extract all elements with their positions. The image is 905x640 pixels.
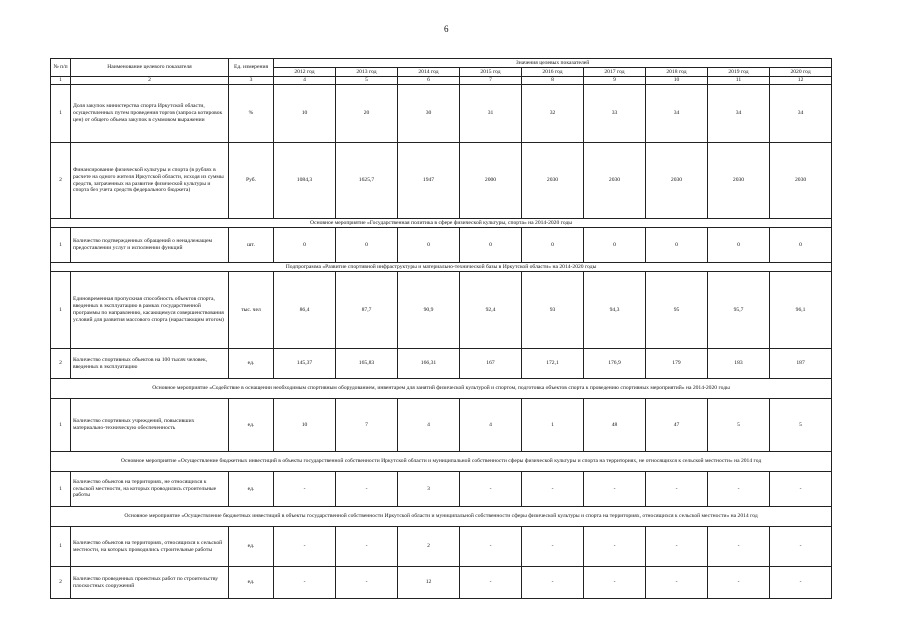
page-number: 6 — [444, 24, 449, 34]
column-number: 9 — [584, 77, 646, 85]
value-cell: 167 — [460, 349, 522, 379]
value-cell: - — [708, 567, 770, 599]
indicator-name: Количество спортивных объектов на 100 тысяч человек, введенных в эксплуатацию — [71, 349, 229, 379]
value-cell: 34 — [708, 85, 770, 143]
unit-cell: ед. — [229, 527, 274, 567]
year-header: 2018 год — [646, 68, 708, 77]
value-cell: 96,1 — [770, 272, 832, 349]
value-cell: - — [522, 472, 584, 507]
value-cell: 1 — [522, 399, 584, 452]
value-cell: 2 — [398, 527, 460, 567]
value-cell: - — [274, 527, 336, 567]
unit-cell: тыс. чел — [229, 272, 274, 349]
value-cell: - — [336, 567, 398, 599]
row-number: 2 — [51, 567, 71, 599]
table-row — [51, 472, 832, 507]
value-cell: 0 — [770, 228, 832, 263]
value-cell: 172,1 — [522, 349, 584, 379]
value-cell: 93 — [522, 272, 584, 349]
unit-cell: ед. — [229, 472, 274, 507]
value-cell: 87,7 — [336, 272, 398, 349]
value-cell: - — [522, 527, 584, 567]
table-row — [51, 143, 832, 219]
section-row — [51, 507, 832, 527]
unit-cell: шт. — [229, 228, 274, 263]
header-unit: Ед. измерения — [229, 59, 274, 77]
value-cell: 0 — [336, 228, 398, 263]
indicator-name: Количество подтвержденных обращений о ненадлежащем предоставлении услуг и исполнении функций — [71, 228, 229, 263]
value-cell: 2030 — [646, 143, 708, 219]
row-number: 1 — [51, 85, 71, 143]
value-cell: - — [584, 567, 646, 599]
value-cell: 1947 — [398, 143, 460, 219]
indicator-name: Количество спортивных учреждений, повысивших материально-техническую обеспеченность — [71, 399, 229, 452]
value-cell: 0 — [398, 228, 460, 263]
unit-cell: ед. — [229, 399, 274, 452]
row-number: 1 — [51, 527, 71, 567]
row-number: 2 — [51, 143, 71, 219]
value-cell: 0 — [274, 228, 336, 263]
value-cell: 179 — [646, 349, 708, 379]
indicators-table — [50, 58, 832, 599]
unit-cell: % — [229, 85, 274, 143]
column-number: 4 — [274, 77, 336, 85]
value-cell: 0 — [584, 228, 646, 263]
unit-cell: ед. — [229, 349, 274, 379]
header-name: Наименование целевого показателя — [71, 59, 229, 77]
value-cell: 12 — [398, 567, 460, 599]
column-number: 7 — [460, 77, 522, 85]
value-cell: - — [336, 527, 398, 567]
value-cell: 4 — [398, 399, 460, 452]
value-cell: - — [646, 567, 708, 599]
value-cell: - — [770, 527, 832, 567]
row-number: 2 — [51, 349, 71, 379]
value-cell: 187 — [770, 349, 832, 379]
value-cell: 4 — [460, 399, 522, 452]
section-row — [51, 379, 832, 399]
column-number: 12 — [770, 77, 832, 85]
value-cell: 145,37 — [274, 349, 336, 379]
value-cell: 20 — [336, 85, 398, 143]
value-cell: 48 — [584, 399, 646, 452]
value-cell: 5 — [770, 399, 832, 452]
value-cell: 34 — [646, 85, 708, 143]
value-cell: 0 — [646, 228, 708, 263]
value-cell: - — [336, 472, 398, 507]
value-cell: 0 — [522, 228, 584, 263]
value-cell: - — [708, 472, 770, 507]
value-cell: 3 — [398, 472, 460, 507]
value-cell: 90,9 — [398, 272, 460, 349]
section-row — [51, 263, 832, 272]
value-cell: 10 — [274, 399, 336, 452]
value-cell: 0 — [708, 228, 770, 263]
table-row — [51, 272, 832, 349]
indicator-name: Количество проведенных проектных работ по строительству плоскостных сооружений — [71, 567, 229, 599]
header-num: № п/п — [51, 59, 71, 77]
value-cell: 94,3 — [584, 272, 646, 349]
unit-cell: ед. — [229, 567, 274, 599]
value-cell: 95 — [646, 272, 708, 349]
indicator-name: Количество объектов на территориях, относящихся к сельской местности, на которых проводились строительные работы — [71, 527, 229, 567]
table-row — [51, 228, 832, 263]
value-cell: - — [770, 472, 832, 507]
value-cell: - — [460, 567, 522, 599]
row-number: 1 — [51, 399, 71, 452]
column-number: 6 — [398, 77, 460, 85]
value-cell: 1625,7 — [336, 143, 398, 219]
value-cell: 2030 — [770, 143, 832, 219]
section-row — [51, 452, 832, 472]
value-cell: 183 — [708, 349, 770, 379]
section-title: Основное мероприятие «Содействие в оснащении необходимым спортивным оборудованием, инвентарем для занятий физической культурой и спортом, подготовка объектов спорта к проведению спортивных мероприятий» на 2014-2020 годы — [51, 379, 832, 399]
header-values: Значения целевых показателей — [274, 59, 832, 68]
row-number: 1 — [51, 472, 71, 507]
column-number: 1 — [51, 77, 71, 85]
value-cell: - — [274, 472, 336, 507]
value-cell: - — [584, 472, 646, 507]
indicator-name: Единовременная пропускная способность объектов спорта, введенных в эксплуатацию в рамках государственной программы по направлению, касающемуся совершенствования условий для развития массового спорта (нарастающим итогом) — [71, 272, 229, 349]
row-number: 1 — [51, 272, 71, 349]
table-row — [51, 85, 832, 143]
value-cell: - — [584, 527, 646, 567]
value-cell: 32 — [522, 85, 584, 143]
table-row — [51, 567, 832, 599]
value-cell: - — [522, 567, 584, 599]
value-cell: 47 — [646, 399, 708, 452]
year-header: 2016 год — [522, 68, 584, 77]
value-cell: 95,7 — [708, 272, 770, 349]
value-cell: 166,31 — [398, 349, 460, 379]
value-cell: - — [646, 472, 708, 507]
value-cell: 165,83 — [336, 349, 398, 379]
column-number: 10 — [646, 77, 708, 85]
year-header: 2019 год — [708, 68, 770, 77]
column-number: 3 — [229, 77, 274, 85]
value-cell: 1084,3 — [274, 143, 336, 219]
row-number: 1 — [51, 228, 71, 263]
value-cell: 7 — [336, 399, 398, 452]
value-cell: - — [770, 567, 832, 599]
value-cell: 0 — [460, 228, 522, 263]
value-cell: - — [646, 527, 708, 567]
column-number: 5 — [336, 77, 398, 85]
table-row — [51, 399, 832, 452]
table-row — [51, 527, 832, 567]
year-header: 2014 год — [398, 68, 460, 77]
value-cell: - — [274, 567, 336, 599]
value-cell: 2030 — [522, 143, 584, 219]
section-title: Основное мероприятие «Государственная политика в сфере физической культуры, спорта» на 2014-2020 годы — [51, 219, 832, 228]
section-row — [51, 219, 832, 228]
value-cell: 2000 — [460, 143, 522, 219]
value-cell: - — [460, 472, 522, 507]
value-cell: 30 — [398, 85, 460, 143]
value-cell: - — [460, 527, 522, 567]
value-cell: 92,4 — [460, 272, 522, 349]
column-number: 2 — [71, 77, 229, 85]
value-cell: 176,9 — [584, 349, 646, 379]
value-cell: 2030 — [708, 143, 770, 219]
indicator-name: Финансирование физической культуры и спорта (в рублях в расчете на одного жителя Иркутской области, исходя из суммы средств, затраченных на развитие физической культуры и спорта без учета средств федерального бюджета) — [71, 143, 229, 219]
value-cell: 31 — [460, 85, 522, 143]
table-row — [51, 349, 832, 379]
value-cell: 2030 — [584, 143, 646, 219]
value-cell: 86,4 — [274, 272, 336, 349]
section-title: Основное мероприятие «Осуществление бюджетных инвестиций в объекты государственной собственности Иркутской области и муниципальной собственности сферы физической культуры и спорта на территориях, не относящихся к сельской местности» на 2014 год — [51, 452, 832, 472]
indicator-name: Количество объектов на территориях, не относящихся к сельской местности, на которых проводились строительные работы — [71, 472, 229, 507]
year-header: 2012 год — [274, 68, 336, 77]
section-title: Основное мероприятие «Осуществление бюджетных инвестиций в объекты государственной собственности Иркутской области и муниципальной собственности сферы физической культуры и спорта на территориях, относящихся к сельской местности» на 2014 год — [51, 507, 832, 527]
year-header: 2015 год — [460, 68, 522, 77]
year-header: 2020 год — [770, 68, 832, 77]
value-cell: 33 — [584, 85, 646, 143]
value-cell: 5 — [708, 399, 770, 452]
year-header: 2017 год — [584, 68, 646, 77]
year-header: 2013 год — [336, 68, 398, 77]
indicator-name: Доля закупок министерства спорта Иркутской области, осуществленных путем проведения торгов (запроса котировок цен) от общего объема закупок в суммовом выражении — [71, 85, 229, 143]
value-cell: - — [708, 527, 770, 567]
value-cell: 10 — [274, 85, 336, 143]
column-number: 8 — [522, 77, 584, 85]
column-number: 11 — [708, 77, 770, 85]
unit-cell: Руб. — [229, 143, 274, 219]
value-cell: 34 — [770, 85, 832, 143]
section-title: Подпрограмма «Развитие спортивной инфраструктуры и материально-технической базы в Иркутской области» на 2014-2020 годы — [51, 263, 832, 272]
